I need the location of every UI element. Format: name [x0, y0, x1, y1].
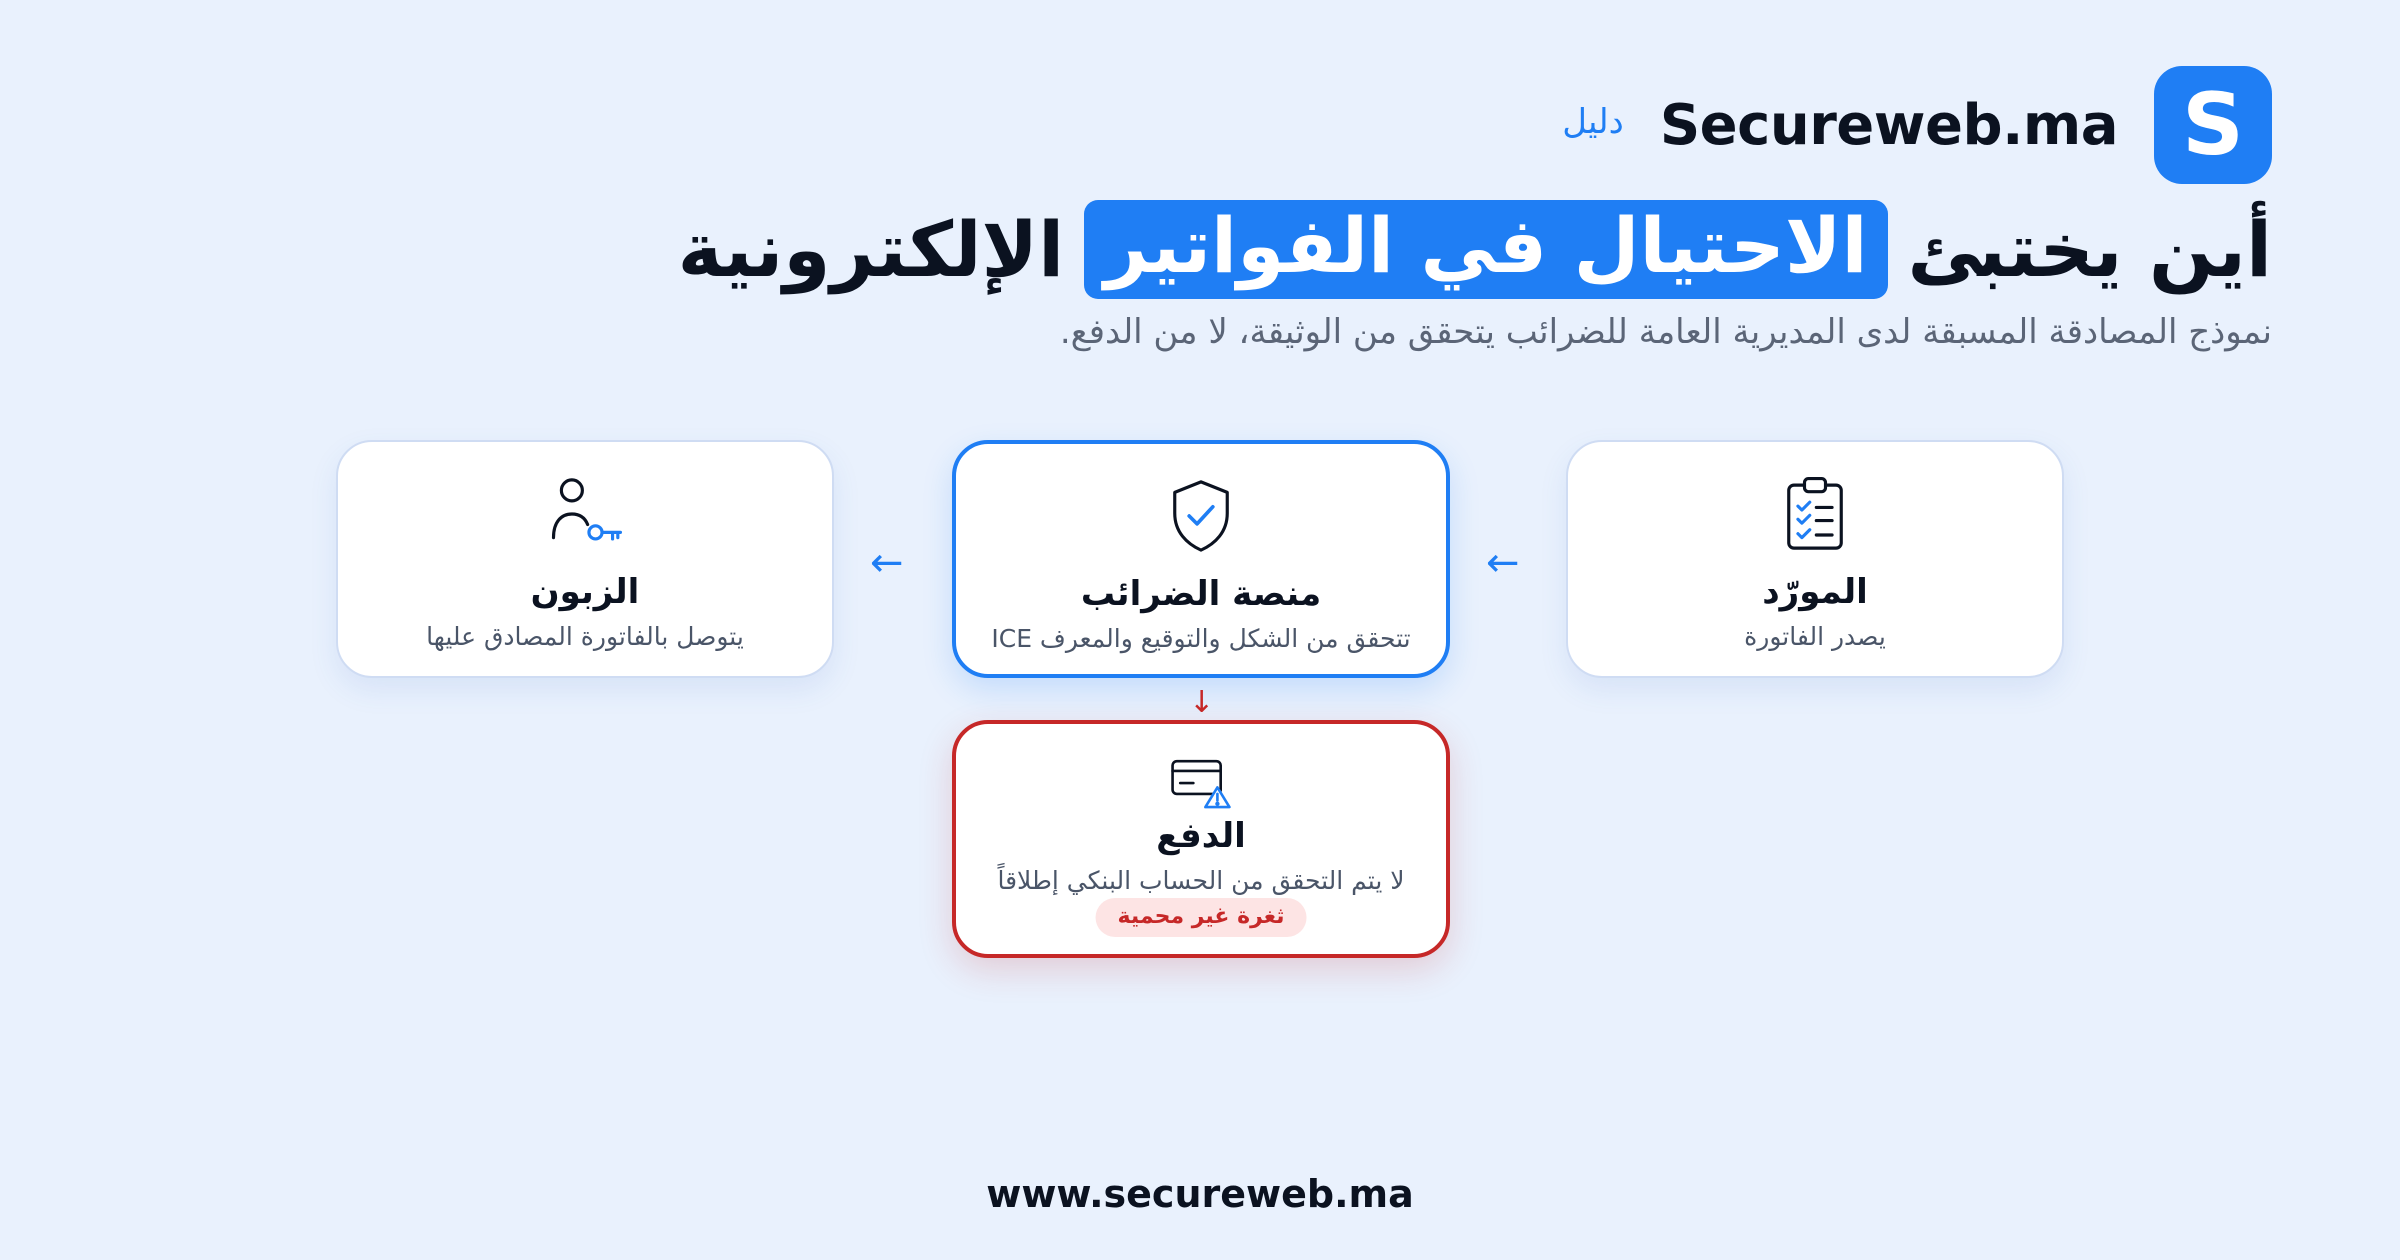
- brand-header: [1562, 66, 2272, 184]
- user-key-icon: [543, 472, 627, 556]
- flow-card-payment: [952, 720, 1450, 958]
- flow-card-tax-platform: [952, 440, 1450, 678]
- page-title: [678, 200, 2272, 299]
- supplier-title: المورّد: [1762, 572, 1868, 612]
- flow-card-supplier: [1566, 440, 2064, 678]
- platform-desc: تتحقق من الشكل والتوقيع والمعرف ICE: [991, 624, 1411, 653]
- brand-tag: دليل: [1562, 102, 1624, 142]
- clipboard-check-icon: [1773, 472, 1857, 556]
- title-part-before: أين يختبئ: [1907, 205, 2272, 294]
- payment-title: الدفع: [1156, 816, 1246, 856]
- flow-arrow-left-icon: ←: [1486, 540, 1520, 586]
- client-title: الزبون: [530, 572, 640, 612]
- flow-arrow-left-icon: ←: [870, 540, 904, 586]
- client-desc: يتوصل بالفاتورة المصادق عليها: [426, 622, 744, 651]
- flow-card-client: [336, 440, 834, 678]
- card-warning-icon: [1166, 748, 1236, 818]
- shield-check-icon: [1159, 474, 1243, 558]
- vulnerability-badge: ثغرة غير محمية: [1096, 898, 1307, 937]
- footer-url[interactable]: www.secureweb.ma: [986, 1172, 1414, 1216]
- supplier-desc: يصدر الفاتورة: [1744, 622, 1886, 651]
- page-subtitle: نموذج المصادقة المسبقة لدى المديرية العامة للضرائب يتحقق من الوثيقة، لا من الدفع.: [1059, 312, 2272, 352]
- platform-title: منصة الضرائب: [1080, 574, 1322, 614]
- brand-name: Secureweb.ma: [1659, 92, 2118, 158]
- payment-desc: لا يتم التحقق من الحساب البنكي إطلاقاً: [997, 866, 1405, 895]
- secureweb-logo-icon: S: [2154, 66, 2272, 184]
- title-part-after: الإلكترونية: [677, 205, 1065, 294]
- title-highlight: الاحتيال في الفواتير: [1084, 200, 1887, 299]
- flow-arrow-down-icon: ↓: [1189, 685, 1215, 720]
